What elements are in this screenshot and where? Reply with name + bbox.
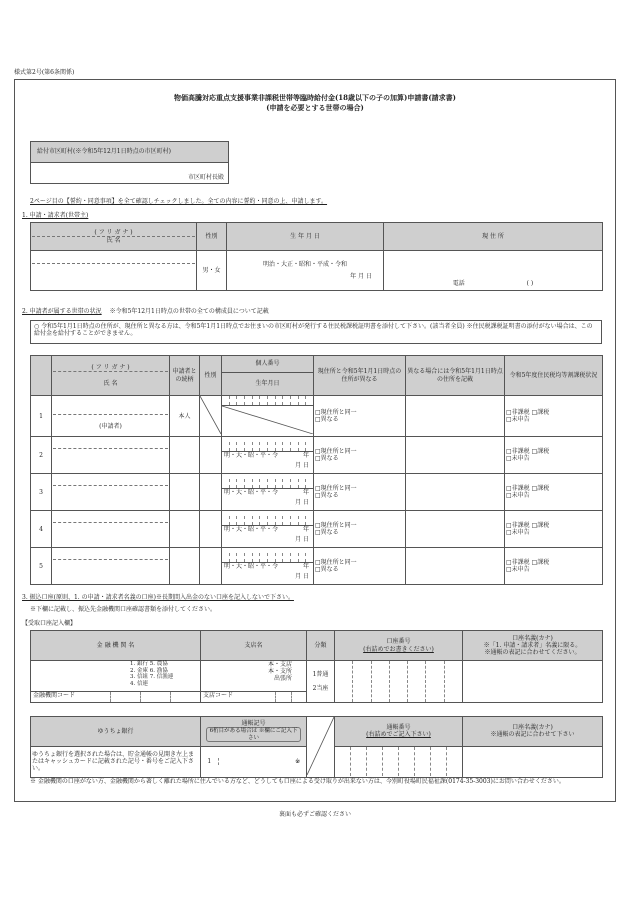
holder2-field[interactable] xyxy=(463,746,603,778)
back-page-note: 裏面も必ずご確認ください xyxy=(278,811,351,818)
yucho-strike xyxy=(307,717,335,778)
unfiled-checkbox[interactable]: □未申告 xyxy=(506,566,530,574)
bank-field[interactable] xyxy=(31,661,201,703)
hh-rel-header: 申請者との続柄 xyxy=(170,356,200,396)
acct-type-field[interactable] xyxy=(307,661,335,703)
acct-type: 1普通 xyxy=(312,671,329,679)
hh-tax-field[interactable] xyxy=(505,437,603,474)
applicant-table xyxy=(30,222,603,291)
acct-no-field[interactable] xyxy=(335,661,463,703)
kigo-mark: ※ xyxy=(295,758,301,766)
hh-addr2-field[interactable] xyxy=(406,437,505,474)
branch-type: 本・支所 xyxy=(267,668,292,676)
yucho-note: ゆうちょ銀行を選択された場合は、貯金通帳の見開き左上またはキャッシュカードに記載された記号・番号をご記入下さい。 xyxy=(31,746,201,778)
section2-heading-wrap xyxy=(22,308,269,315)
bank-header: 金 融 機 関 名 xyxy=(31,631,201,661)
year-label: 年 xyxy=(302,562,309,570)
table-row xyxy=(31,548,603,585)
tsucho-no-label: 通帳番号 xyxy=(386,724,411,732)
holder-label: 口座名義(カナ) xyxy=(512,634,553,642)
hh-addr2-field[interactable] xyxy=(406,396,505,437)
applicant-era-options: 明治・大正・昭和・平成・令和 xyxy=(262,261,347,269)
row-number: 3 xyxy=(31,474,52,511)
hh-name-field[interactable] xyxy=(52,548,170,585)
year-label: 年 xyxy=(302,525,309,533)
era-options: 明・大・昭・平・令 xyxy=(224,488,279,496)
same-checkbox[interactable]: □現住所と同一 xyxy=(315,522,357,529)
hh-tax-field[interactable] xyxy=(505,511,603,548)
footnote: ※ 金融機関の口座がない方、金融機関から著しく離れた場所に住んでいる方など、どうしても口座による受け取りが出来ない方は、今別町役場町民福祉課(0174-35-3003)にお問い合わせください。 xyxy=(30,778,565,785)
table-row xyxy=(31,396,603,437)
diff-checkbox[interactable]: □異なる xyxy=(315,416,339,424)
hh-mynum-field[interactable] xyxy=(222,474,314,511)
form-title: 物価高騰対応重点支援事業非課税世帯等臨時給付金(18歳以下の子の加算)申請書(請求書) xyxy=(174,93,456,102)
same-checkbox[interactable]: □現住所と同一 xyxy=(315,485,357,492)
hh-sex-header: 性別 xyxy=(200,356,222,396)
strike-line xyxy=(222,406,313,434)
strike-line xyxy=(200,396,221,434)
tsucho-no-sub: (右詰めでご記入下さい) xyxy=(366,731,431,739)
hh-addr2-field[interactable] xyxy=(406,511,505,548)
unfiled-checkbox[interactable]: □未申告 xyxy=(506,529,530,537)
phone-label: 電話 xyxy=(452,279,465,287)
table-row xyxy=(31,474,603,511)
recipient-box xyxy=(30,141,229,184)
era-options: 明・大・昭・平・令 xyxy=(224,451,279,459)
table-row xyxy=(31,511,603,548)
applicant-sex-header: 性別 xyxy=(197,223,227,251)
unfiled-checkbox[interactable]: □未申告 xyxy=(506,492,530,500)
era-options: 明・大・昭・平・令 xyxy=(224,562,279,570)
form-number: 様式第2号(第6条関係) xyxy=(14,69,75,76)
kigo-sub: 6桁目がある場合は ※欄にご記入下さい xyxy=(206,727,301,742)
hh-rel-field[interactable] xyxy=(170,437,200,474)
hh-mynum-field[interactable] xyxy=(222,396,314,437)
month-day-label: 月 日 xyxy=(295,535,309,543)
holder-sub2: ※通帳の表記に合わせてください。 xyxy=(484,649,581,657)
section3-heading: 3. 振込口座(原則、1. の申請・請求者名義の口座)※長期間入出金のない口座を記入しないで下さい。 xyxy=(22,594,294,601)
hh-mynum-field[interactable] xyxy=(222,511,314,548)
bank-table xyxy=(30,630,603,703)
hh-mynum-header: 個人番号 xyxy=(222,356,314,373)
holder-field[interactable] xyxy=(463,661,603,703)
tsucho-no-header xyxy=(335,717,463,747)
month-day-label: 月 日 xyxy=(295,461,309,469)
acct-no-sub: (右詰めでお書きください) xyxy=(363,645,434,653)
section2-note: ○ 令和5年1月1日時点の住所が、現住所と異なる方は、令和5年1月1日時点でお住まいの市区町村が発行する住民税課税証明書を添付して下さい。(該当者全員) ※住民税課税証明書の添付がない場合は、この給付金を給付することができません。 xyxy=(30,320,602,344)
unfiled-checkbox[interactable]: □未申告 xyxy=(506,455,530,463)
account-box-label: 【受取口座記入欄】 xyxy=(22,620,77,627)
hh-addr-field[interactable] xyxy=(314,474,406,511)
bank-type: 4. 信連 xyxy=(130,680,148,687)
recipient-label: 給付市区町村(※令和5年12月1日時点の市区町村) xyxy=(31,142,229,163)
hh-tax-field[interactable] xyxy=(505,548,603,585)
hh-sex-field[interactable] xyxy=(200,548,222,585)
hh-rel-field[interactable] xyxy=(170,548,200,585)
hh-mynum-field[interactable] xyxy=(222,548,314,585)
holder-header xyxy=(463,631,603,661)
hh-name-header xyxy=(52,356,170,396)
phone-paren: ( ) xyxy=(526,279,534,287)
era-options: 明・大・昭・平・令 xyxy=(224,525,279,533)
holder2-sub: ※通帳の表記に合わせて下さい xyxy=(490,731,575,739)
type-header: 分類 xyxy=(307,631,335,661)
bank-type: 3. 信組 7. 信漁連 xyxy=(130,674,174,681)
hh-addr-header: 現住所と令和5年1月1日時点の住所が異なる xyxy=(314,356,406,396)
tsucho-no-field[interactable] xyxy=(335,746,463,778)
diff-checkbox[interactable]: □異なる xyxy=(315,455,339,463)
kigo-header xyxy=(201,717,307,747)
branch-code-label: 支店コード xyxy=(203,692,234,699)
hh-sex-field[interactable] xyxy=(200,511,222,548)
hh-rel-field[interactable] xyxy=(170,474,200,511)
diff-checkbox[interactable]: □異なる xyxy=(315,492,339,500)
tax-checkbox[interactable]: □非課税 □課税 xyxy=(506,485,550,492)
hh-addr-field[interactable] xyxy=(314,396,406,437)
row-number: 5 xyxy=(31,548,52,585)
hh-addr-field[interactable] xyxy=(314,511,406,548)
hh-name-field[interactable] xyxy=(52,396,170,437)
hh-rel-field: 本人 xyxy=(170,396,200,437)
tax-checkbox[interactable]: □非課税 □課税 xyxy=(506,559,550,566)
applicant-name-field[interactable] xyxy=(31,251,197,291)
applicant-name-label: 氏 名 xyxy=(106,237,121,244)
applicant-furigana-label: ( フ リ ガ ナ ) xyxy=(32,229,195,237)
hh-addr-field[interactable] xyxy=(314,437,406,474)
row-number: 4 xyxy=(31,511,52,548)
section3-note: ※下欄に記載し、振込先金融機関口座確認書類を添付してください。 xyxy=(30,606,217,613)
month-day-label: 月 日 xyxy=(295,572,309,580)
diff-checkbox[interactable]: □異なる xyxy=(315,566,339,574)
kigo-fixed-one: 1 xyxy=(201,758,219,765)
hh-name-field[interactable] xyxy=(52,437,170,474)
same-checkbox[interactable]: □現住所と同一 xyxy=(315,408,357,416)
yucho-table xyxy=(30,716,603,778)
recipient-mayor: 市区町村長殿 xyxy=(31,163,229,184)
acct-type: 2当座 xyxy=(312,684,329,692)
branch-type: 出張所 xyxy=(273,675,292,683)
holder-sub1: ※「1. 申請・請求者」名義に限る。 xyxy=(483,641,582,649)
hh-furigana-label: ( フ リ ガ ナ ) xyxy=(53,364,168,372)
tax-checkbox[interactable]: □非課税 □課税 xyxy=(506,522,550,529)
year-label: 年 xyxy=(302,451,309,459)
acct-no-label: 口座番号 xyxy=(386,638,411,646)
row-number: 1 xyxy=(31,396,52,437)
hh-dob-header: 生年月日 xyxy=(222,373,314,396)
hh-rel-field[interactable] xyxy=(170,511,200,548)
hh-addr2-header: 異なる場合には令和5年1月1日時点の住所を記載 xyxy=(406,356,505,396)
hh-sex-field[interactable] xyxy=(200,437,222,474)
branch-type: 本・支店 xyxy=(267,661,292,668)
hh-sex-field xyxy=(200,396,222,437)
section1-heading: 1. 申請・請求者(世帯主) xyxy=(22,212,89,219)
kigo-field[interactable] xyxy=(201,746,307,778)
hh-tax-field[interactable] xyxy=(505,396,603,437)
hh-applicant-name: (申請者) xyxy=(99,422,122,430)
unfiled-checkbox[interactable]: □未申告 xyxy=(506,416,530,424)
applicant-address-field[interactable] xyxy=(384,251,603,291)
month-day-label: 月 日 xyxy=(295,498,309,506)
kigo-label: 通帳記号 xyxy=(241,720,266,728)
hh-addr-field[interactable] xyxy=(314,548,406,585)
hh-name-field[interactable] xyxy=(52,474,170,511)
hh-tax-header: 令和5年度住民税均等割課税状況 xyxy=(505,356,603,396)
section2-heading-note: ※令和5年12月1日時点の世帯の全ての構成員について記載 xyxy=(109,308,269,315)
yucho-header: ゆうちょ銀行 xyxy=(31,717,201,747)
hh-tax-field[interactable] xyxy=(505,474,603,511)
bank-code-label: 金融機関コード xyxy=(33,692,76,699)
acct-no-header xyxy=(335,631,463,661)
hh-mynum-field[interactable] xyxy=(222,437,314,474)
holder2-header xyxy=(463,717,603,747)
applicant-sex-field[interactable]: 男・女 xyxy=(197,251,227,291)
same-checkbox[interactable]: □現住所と同一 xyxy=(315,559,357,566)
applicant-dob-field[interactable] xyxy=(227,251,384,291)
applicant-dob-header: 生 年 月 日 xyxy=(227,223,384,251)
hh-sex-field[interactable] xyxy=(200,474,222,511)
hh-name-label: 氏 名 xyxy=(103,380,118,387)
strike-line xyxy=(307,717,334,775)
table-row xyxy=(31,437,603,474)
applicant-name-header xyxy=(31,223,197,251)
hh-addr2-field[interactable] xyxy=(406,548,505,585)
bank-type: 2. 金庫 6. 漁協 xyxy=(130,667,168,674)
branch-field[interactable] xyxy=(201,661,307,703)
hh-name-field[interactable] xyxy=(52,511,170,548)
hh-addr2-field[interactable] xyxy=(406,474,505,511)
tax-checkbox[interactable]: □非課税 □課税 xyxy=(506,408,550,416)
form-subtitle: (申請を必要とする世帯の場合) xyxy=(266,103,364,112)
household-table xyxy=(30,355,603,585)
applicant-address-header: 現 住 所 xyxy=(384,223,603,251)
row-number: 2 xyxy=(31,437,52,474)
tax-checkbox[interactable]: □非課税 □課税 xyxy=(506,448,550,455)
consent-statement: 2ページ目の【誓約・同意事項】を全て確認しチェックしました。全ての内容に誓約・同意の上、申請します。 xyxy=(30,198,328,205)
holder2-label: 口座名義(カナ) xyxy=(512,724,553,732)
applicant-ymd: 年 月 日 xyxy=(350,272,372,280)
bank-type: 1. 銀行 5. 農協 xyxy=(130,661,168,667)
branch-header: 支店名 xyxy=(201,631,307,661)
same-checkbox[interactable]: □現住所と同一 xyxy=(315,448,357,455)
year-label: 年 xyxy=(302,488,309,496)
diff-checkbox[interactable]: □異なる xyxy=(315,529,339,537)
section2-heading: 2. 申請者が属する世帯の状況 xyxy=(22,308,102,315)
